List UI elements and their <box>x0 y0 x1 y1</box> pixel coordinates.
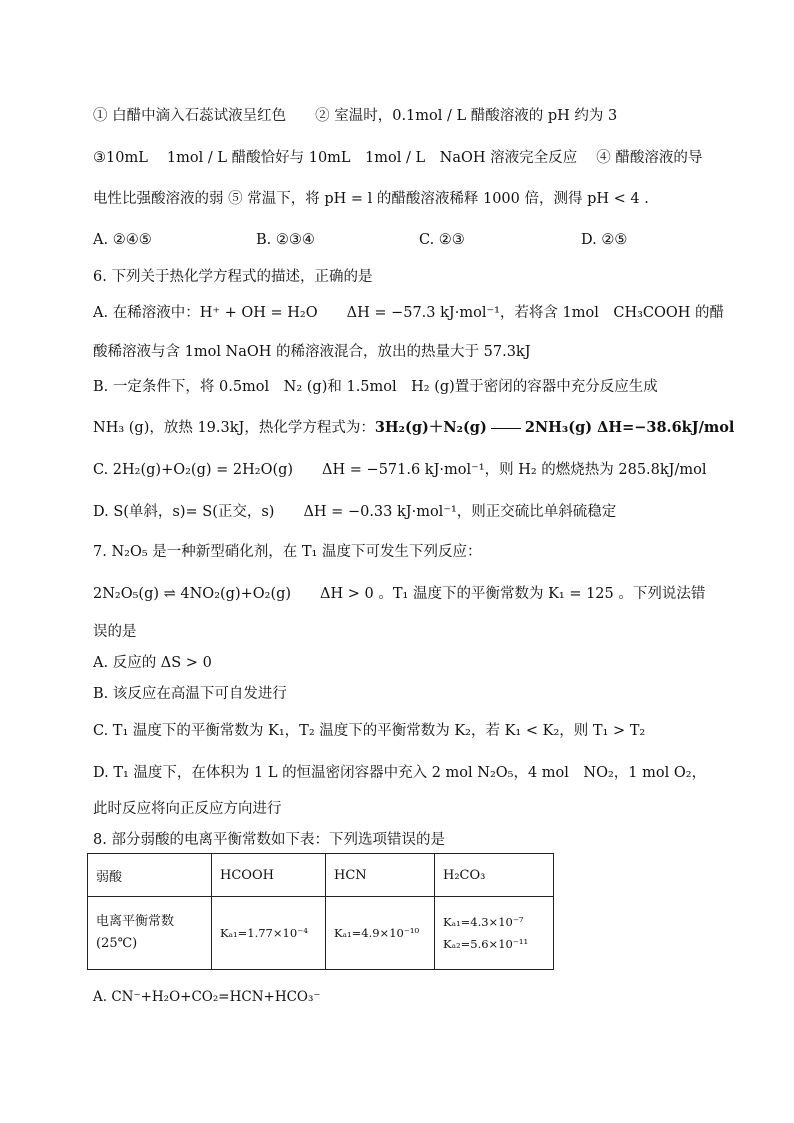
q7-option-c: C. T₁ 温度下的平衡常数为 K₁，T₂ 温度下的平衡常数为 K₂，若 K₁ < K₂，则 T₁ > T₂ <box>93 723 646 739</box>
q5-line-1: ① 白醋中滴入石蕊试液呈红色 ② 室温时，0.1mol / L 醋酸溶液的 pH 约为 3 <box>93 108 618 124</box>
q6-option-a-line-2: 酸稀溶液与含 1mol NaOH 的稀溶液混合，放出的热量大于 57.3kJ <box>93 344 531 360</box>
q5-option-d: D. ②⑤ <box>581 232 628 248</box>
table-header-row <box>88 854 554 897</box>
table-cell: HCN <box>326 854 435 897</box>
table-cell <box>88 897 212 970</box>
ionization-constant-table <box>87 853 554 970</box>
q8-stem: 8. 部分弱酸的电离平衡常数如下表：下列选项错误的是 <box>93 832 445 848</box>
table-cell: 弱酸 <box>88 854 212 897</box>
q6-option-d: D. S(单斜，s)= S(正交，s) ΔH = −0.33 kJ·mol⁻¹，则正交硫比单斜硫稳定 <box>93 504 617 520</box>
q7-option-b: B. 该反应在高温下可自发进行 <box>93 686 287 702</box>
q7-option-a: A. 反应的 ΔS > 0 <box>93 655 212 671</box>
q5-option-c: C. ②③ <box>419 232 465 248</box>
q6-option-b-line-1: B. 一定条件下，将 0.5mol N₂ (g)和 1.5mol H₂ (g)置于密闭的容器中充分反应生成 <box>93 379 658 395</box>
q6-option-c: C. 2H₂(g)+O₂(g) = 2H₂O(g) ΔH = −571.6 kJ·mol⁻¹，则 H₂ 的燃烧热为 285.8kJ/mol <box>93 462 707 478</box>
row-label-line-1: 电离平衡常数 <box>96 914 175 929</box>
equation-arrow-icon <box>491 428 521 429</box>
q8-option-a: A. CN⁻+H₂O+CO₂=HCN+HCO₃⁻ <box>93 989 321 1005</box>
q6-option-b-line-2 <box>93 418 734 438</box>
table-cell: Kₐ₁=4.9×10⁻¹⁰ <box>326 897 435 970</box>
table-cell: H₂CO₃ <box>435 854 554 897</box>
ka1-value: Kₐ₁=4.3×10⁻⁷ <box>443 915 524 929</box>
q6-option-a-line-1: A. 在稀溶液中：H⁺ + OH = H₂O ΔH = −57.3 kJ·mol⁻¹，若将含 1mol CH₃COOH 的醋 <box>93 305 725 321</box>
q7-option-d-line-2: 此时反应将向正反应方向进行 <box>93 801 282 817</box>
table-cell: HCOOH <box>212 854 326 897</box>
q7-stem: 7. N₂O₅ 是一种新型硝化剂，在 T₁ 温度下可发生下列反应： <box>93 544 482 560</box>
table-cell <box>435 897 554 970</box>
q5-line-2: ③10mL 1mol / L 醋酸恰好与 10mL 1mol / L NaOH 溶液完全反应 ④ 醋酸溶液的导 <box>93 150 703 166</box>
q6-b-equation-right: 2NH₃(g) ΔH=−38.6kJ/mol <box>524 419 735 436</box>
q5-option-a: A. ②④⑤ <box>93 232 152 248</box>
q6-b-text: NH₃ (g)，放热 19.3kJ，热化学方程式为： <box>93 420 375 436</box>
ka2-value: Kₐ₂=5.6×10⁻¹¹ <box>443 937 529 951</box>
q6-b-equation-left: 3H₂(g)＋N₂(g) <box>374 419 487 436</box>
q7-option-d-line-1: D. T₁ 温度下，在体积为 1 L 的恒温密闭容器中充入 2 mol N₂O₅，4 mol NO₂，1 mol O₂， <box>93 765 707 781</box>
row-label-line-2: (25℃) <box>96 936 138 951</box>
q7-equation: 2N₂O₅(g) ⇌ 4NO₂(g)+O₂(g) ΔH > 0 。T₁ 温度下的平衡常数为 K₁ = 125 。下列说法错 <box>93 586 706 602</box>
q5-line-3: 电性比强酸溶液的弱 ⑤ 常温下，将 pH = l 的醋酸溶液稀释 1000 倍，测得 pH < 4 . <box>93 191 649 207</box>
q7-equation-cont: 误的是 <box>93 624 137 640</box>
q6-stem: 6. 下列关于热化学方程式的描述，正确的是 <box>93 269 373 285</box>
table-row <box>88 897 554 970</box>
q5-option-b: B. ②③④ <box>256 232 315 248</box>
table-cell: Kₐ₁=1.77×10⁻⁴ <box>212 897 326 970</box>
